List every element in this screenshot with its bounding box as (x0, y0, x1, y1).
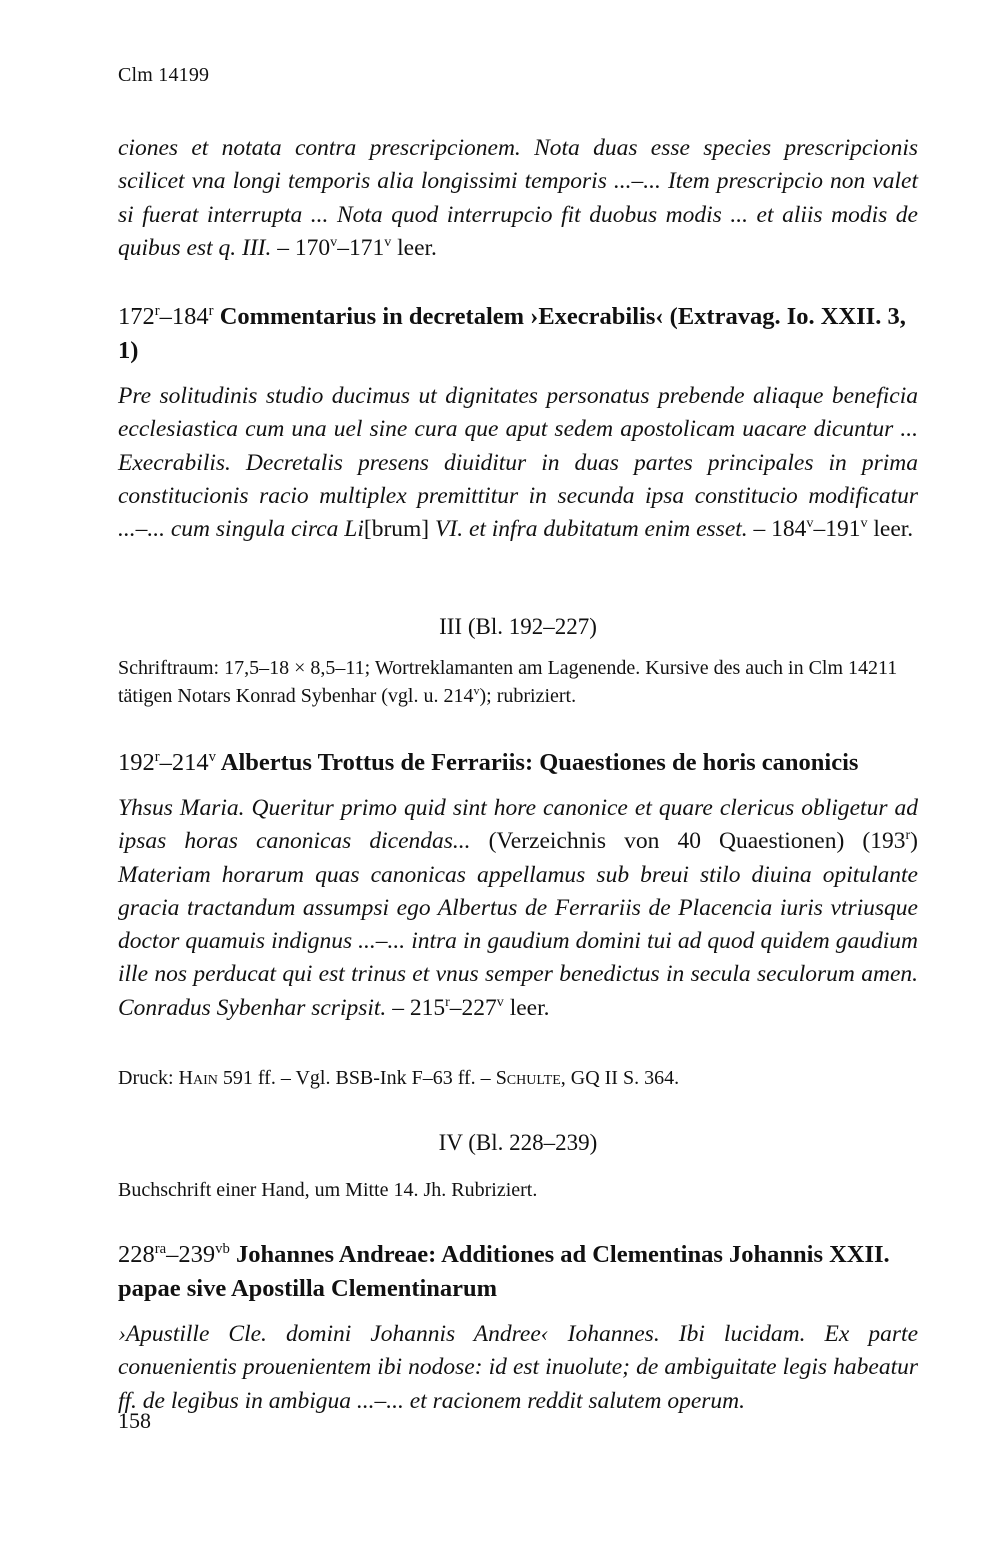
entry-text-commentarius: Pre solitudinis studio ducimus ut dignitates personatus prebende aliaque beneficia ecclesiastica cum una uel sine cura que aput sedem apostolicam uacare dicuntur ... Execrabilis. Decretalis presens diuiditur in duas partes principales in prima constitucionis racio multiplex premittitur in secunda ipsa constitucio modificatur ...–... cum singula circa Li[brum] VI. et infra dubitatum enim esset. – 184$^v$–191$^v$ leer. (118, 383, 918, 543)
entry-heading-commentarius: 172$^r$–184$^r$ Commentarius in decretalem ›Execrabilis‹ (Extravag. Io. XXII. 3, 1) (118, 302, 906, 364)
section-description-iv: Buchschrift einer Hand, um Mitte 14. Jh. Rubriziert. (118, 1179, 538, 1201)
intro-paragraph: ciones et notata contra prescripcionem. Nota duas esse species prescripcionis scilicet vna longi temporis alia longissimi temporis ...–... Item prescripcio non valet si fuerat interrupta ... Nota quod interrupcio fit duobus modis ... et aliis modis de quibus est q. III. – 170$^v$–171$^v$ leer. (118, 135, 918, 261)
section-heading-iii: III (Bl. 192–227) (439, 614, 597, 639)
section-description-iii: Schriftraum: 17,5–18 × 8,5–11; Wortreklamanten am Lagenende. Kursive des auch in Clm 14211 tätigen Notars Konrad Sybenhar (vgl. u. 214$^v$); rubriziert. (118, 657, 898, 707)
entry-heading-albertus: 192$^r$–214$^v$ Albertus Trottus de Ferrariis: Quaestiones de horis canonicis (118, 748, 859, 776)
entry-text-johannes: ›Apustille Cle. domini Johannis Andree‹ Iohannes. Ibi lucidam. Ex parte conuenientis prouenientem ibi nodose: id est inuolute; de ambiguitate legis habeatur ff. de legibus in ambigua ...–... et racionem reddit salutem operum. (118, 1321, 918, 1414)
entry-text-albertus: Yhsus Maria. Queritur primo quid sint hore canonice et quare clericus obligetur ad ipsas horas canonicas dicendas... (Verzeichnis von 40 Quaestionen) (193$^r$) Materiam horarum quas canonicas appellamus sub breui stilo diuina opitulante gracia tractandum assumpsi ego Albertus de Ferrariis de Placencia iuris vtriusque doctor quamuis indignus ...–... intra in gaudium domini tui ad quod quidem gaudium ille nos perducat qui est trinus et vnus semper benedictus in secula seculorum amen. Conradus Sybenhar scripsit. – 215$^r$–227$^v$ leer. (118, 795, 918, 1021)
intro-text: ciones et notata contra prescripcionem. Nota duas esse species prescripcionis scilicet vna longi temporis alia longissimi temporis ...–... Item prescripcio non valet si fuerat interrupta ... Nota quod interrupcio fit duobus modis ... et aliis modis de quibus est q. III. (118, 135, 918, 261)
print-reference: Druck: Hain 591 ff. – Vgl. BSB-Ink F–63 ff. – Schulte, GQ II S. 364. (118, 1067, 680, 1089)
page-number: 158 (118, 1408, 151, 1433)
entry-heading-johannes: $228^{ra}-239^{vb}$ Johannes Andreae: Additiones ad Clementinas Johannis XXII. papae sive Apostilla Clementinarum (118, 1240, 890, 1302)
section-heading-iv: IV (Bl. 228–239) (438, 1130, 598, 1155)
running-header: Clm 14199 (118, 64, 210, 86)
